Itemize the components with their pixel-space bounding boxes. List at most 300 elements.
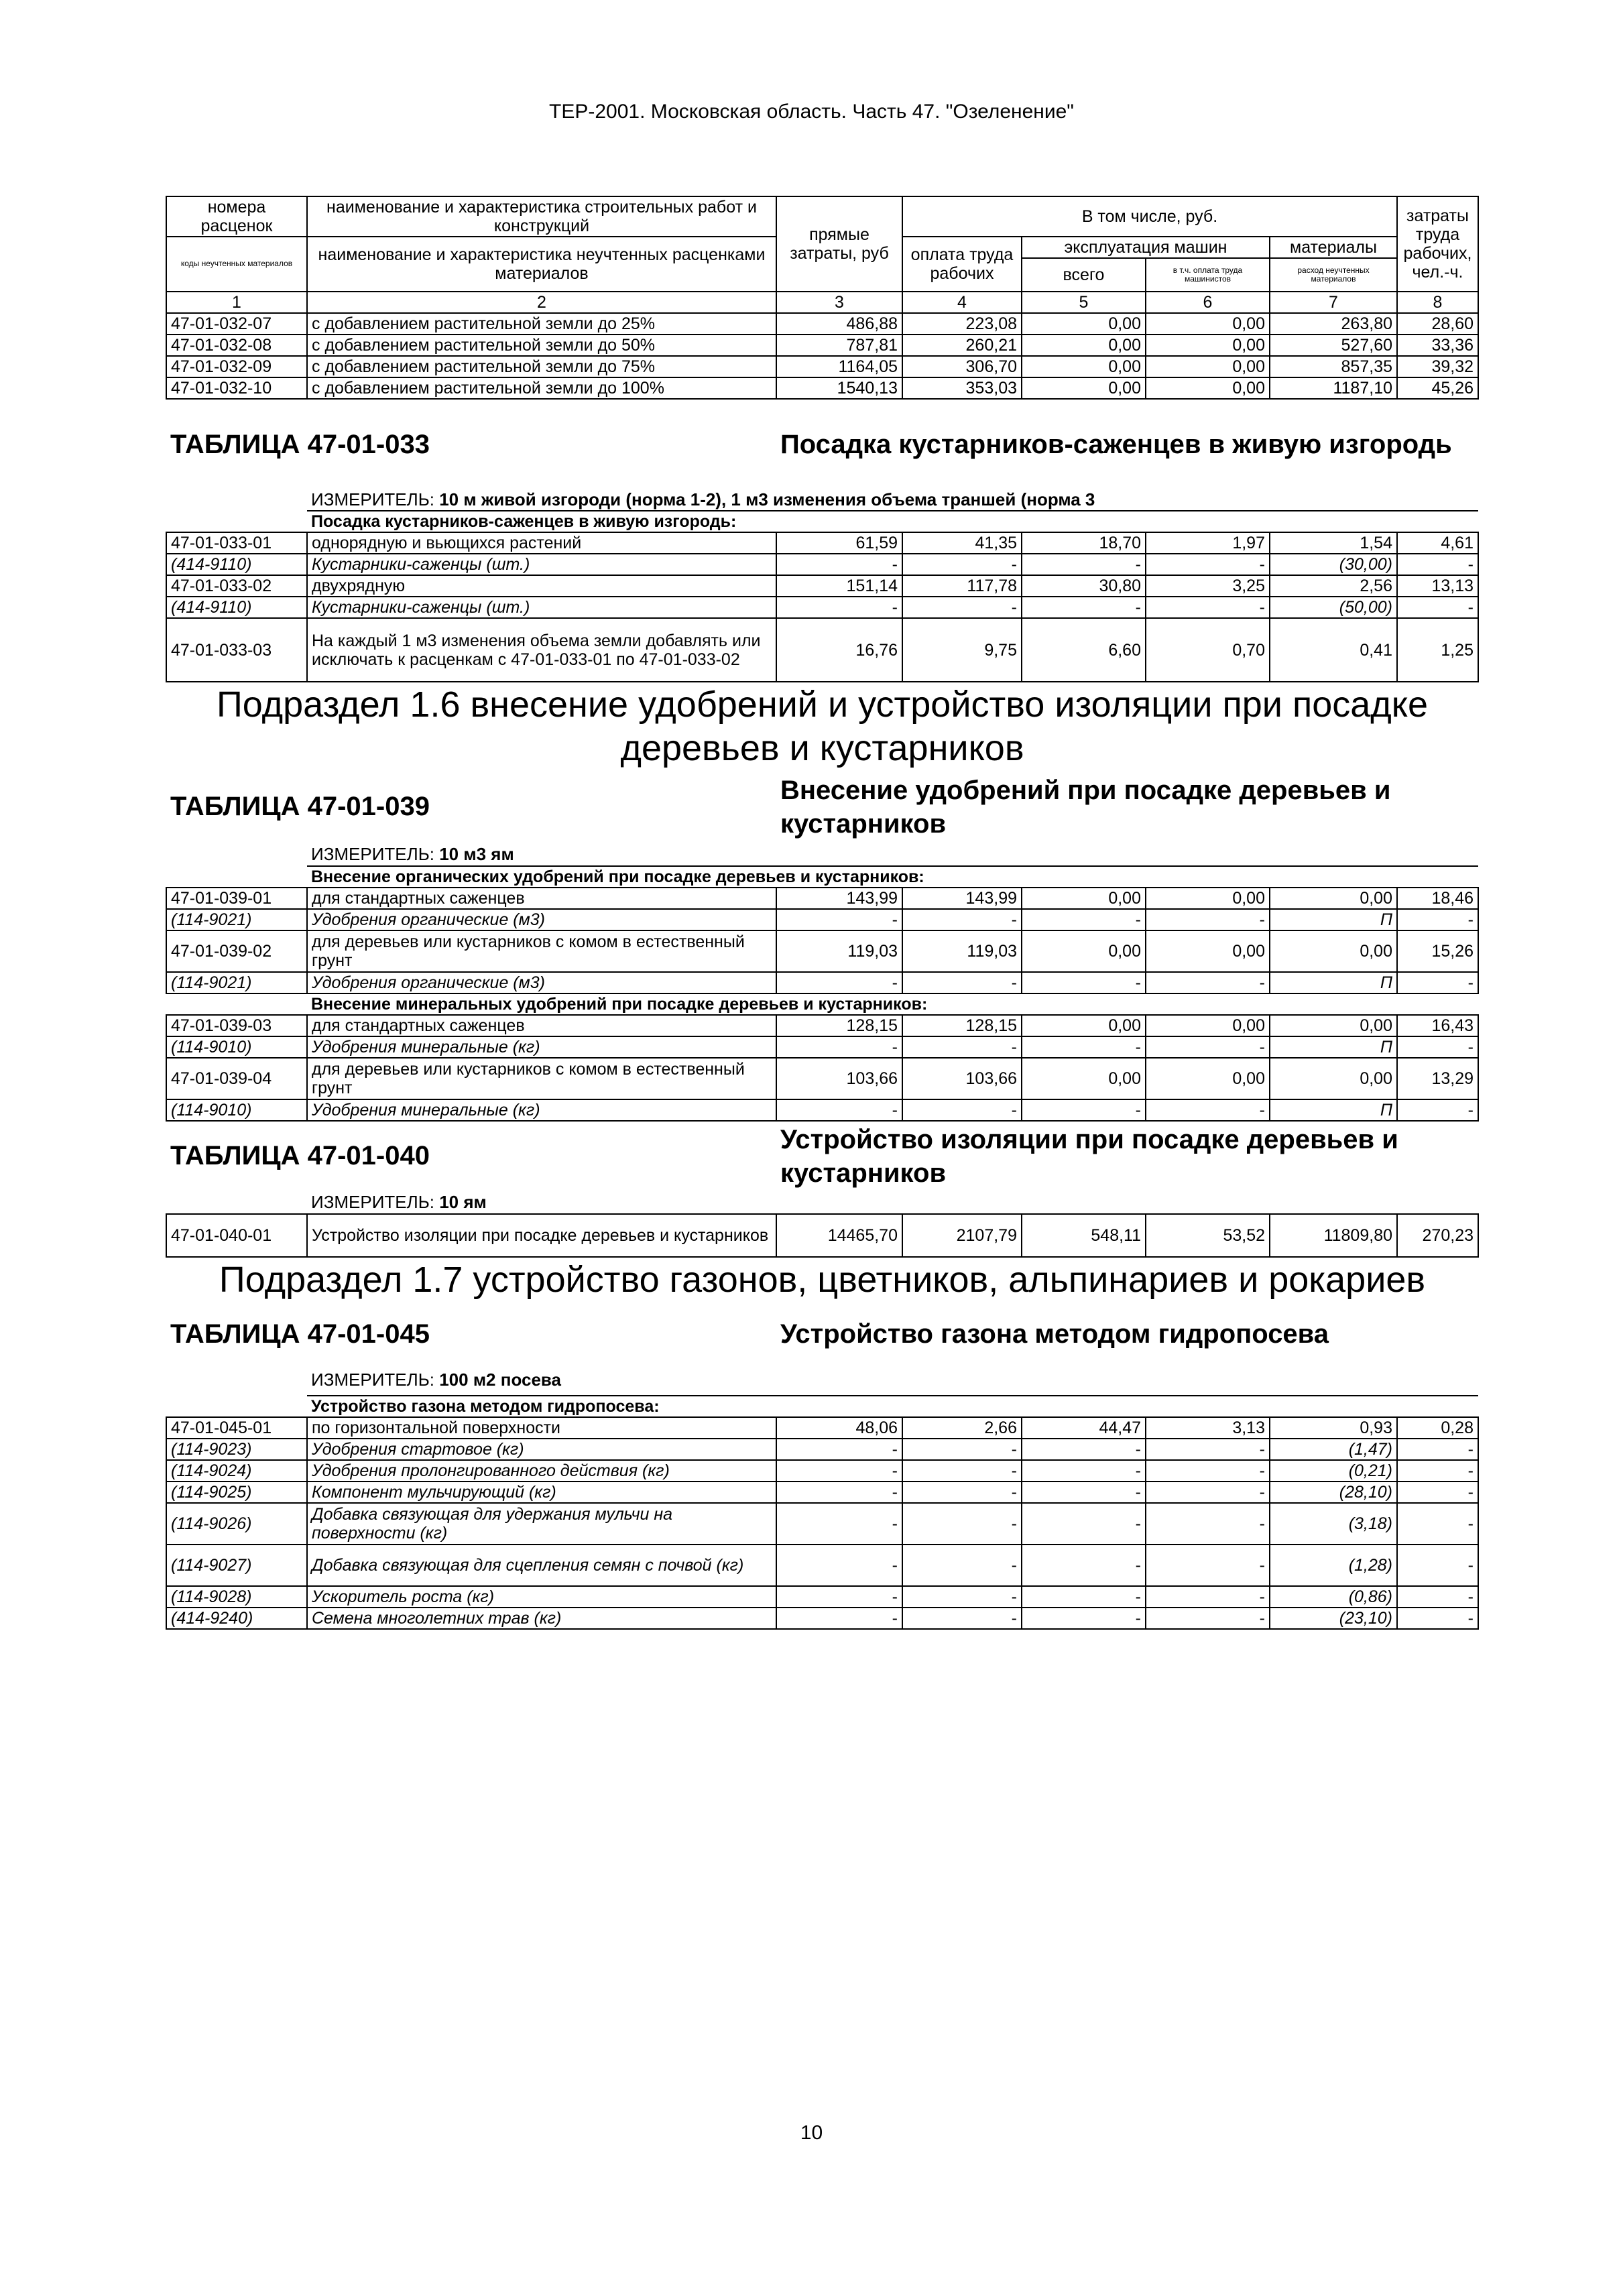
dash: -	[902, 1482, 1022, 1503]
operator-wages: 3,13	[1146, 1417, 1270, 1439]
materials: 0,41	[1270, 618, 1397, 682]
measure-unit	[307, 1366, 1478, 1396]
table-row	[166, 313, 1478, 335]
labor-hours: 1,25	[1397, 618, 1478, 682]
table-row	[166, 930, 1478, 972]
dash: -	[776, 554, 902, 575]
material-name: Добавка связующая для сцепления семян с почвой (кг)	[307, 1545, 776, 1586]
dash: -	[902, 1439, 1022, 1460]
operator-wages: 0,00	[1146, 356, 1270, 377]
dash: -	[1146, 1586, 1270, 1608]
materials: 0,00	[1270, 930, 1397, 972]
row-code: 47-01-040-01	[166, 1214, 307, 1257]
header-group: В том числе, руб.	[902, 196, 1397, 237]
material-code: (114-9024)	[166, 1460, 307, 1482]
dash: -	[1397, 909, 1478, 930]
table-heading	[166, 1303, 1478, 1366]
dash: -	[902, 1503, 1022, 1545]
col-number: 3	[776, 292, 902, 313]
dash: -	[1022, 1439, 1146, 1460]
materials: 1,54	[1270, 532, 1397, 554]
materials: 527,60	[1270, 335, 1397, 356]
material-code: (114-9010)	[166, 1099, 307, 1121]
labor-hours: 15,26	[1397, 930, 1478, 972]
materials: 0,93	[1270, 1417, 1397, 1439]
dash: -	[1022, 1482, 1146, 1503]
group-row	[166, 1396, 1478, 1417]
col-number: 6	[1146, 292, 1270, 313]
wages: 119,03	[902, 930, 1022, 972]
page-number: 10	[800, 2122, 823, 2144]
operator-wages: 0,00	[1146, 1058, 1270, 1099]
dash: -	[1146, 909, 1270, 930]
direct-costs: 151,14	[776, 575, 902, 597]
material-row	[166, 1503, 1478, 1545]
table-description: Посадка кустарников-саженцев в живую изгородь	[780, 430, 1452, 459]
operator-wages: 0,00	[1146, 1015, 1270, 1036]
material-name: Компонент мульчирующий (кг)	[307, 1482, 776, 1503]
row-code: 47-01-039-01	[166, 888, 307, 909]
material-usage: П	[1270, 972, 1397, 993]
labor-hours: 33,36	[1397, 335, 1478, 356]
dash: -	[776, 1460, 902, 1482]
dash: -	[1146, 597, 1270, 618]
material-code: (114-9026)	[166, 1503, 307, 1545]
dash: -	[1146, 554, 1270, 575]
header-direct-costs: прямые затраты, руб	[776, 196, 902, 292]
dash: -	[776, 909, 902, 930]
spacer	[166, 843, 307, 866]
table-name: ТАБЛИЦА 47-01-033	[170, 429, 430, 459]
table-description: Внесение удобрений при посадке деревьев и кустарников	[780, 775, 1391, 839]
wages: 223,08	[902, 313, 1022, 335]
subsection-title: Подраздел 1.6 внесение удобрений и устройство изоляции при посадке деревьев и кустарников	[216, 684, 1429, 768]
materials: 857,35	[1270, 356, 1397, 377]
material-usage: (0,86)	[1270, 1586, 1397, 1608]
dash: -	[1146, 1099, 1270, 1121]
material-name: Кустарники-саженцы (шт.)	[307, 597, 776, 618]
operator-wages: 0,00	[1146, 888, 1270, 909]
operator-wages: 3,25	[1146, 575, 1270, 597]
material-name: Удобрения минеральные (кг)	[307, 1036, 776, 1058]
dash: -	[776, 597, 902, 618]
material-usage: (50,00)	[1270, 597, 1397, 618]
material-row	[166, 554, 1478, 575]
material-usage: (28,10)	[1270, 1482, 1397, 1503]
dash: -	[776, 1586, 902, 1608]
dash: -	[1022, 1460, 1146, 1482]
table-name: ТАБЛИЦА 47-01-045	[170, 1319, 430, 1349]
machines-total: 0,00	[1022, 888, 1146, 909]
material-row	[166, 909, 1478, 930]
labor-hours: 39,32	[1397, 356, 1478, 377]
spacer	[166, 1396, 307, 1417]
header-name: наименование и характеристика строительных работ и конструкций	[307, 196, 776, 237]
material-name: Удобрения пролонгированного действия (кг)	[307, 1460, 776, 1482]
material-code: (114-9027)	[166, 1545, 307, 1586]
machines-total: 0,00	[1022, 1015, 1146, 1036]
wages: 117,78	[902, 575, 1022, 597]
direct-costs: 787,81	[776, 335, 902, 356]
machines-total: 0,00	[1022, 356, 1146, 377]
labor-hours: 45,26	[1397, 377, 1478, 399]
material-name: Удобрения стартовое (кг)	[307, 1439, 776, 1460]
table-row	[166, 1015, 1478, 1036]
dash: -	[1397, 1099, 1478, 1121]
operator-wages: 53,52	[1146, 1214, 1270, 1257]
dash: -	[1397, 554, 1478, 575]
header-row	[166, 196, 1478, 237]
material-name: Ускоритель роста (кг)	[307, 1586, 776, 1608]
materials: 0,00	[1270, 1015, 1397, 1036]
header-material-names: наименование и характеристика неучтенных расценками материалов	[307, 237, 776, 292]
material-code: (414-9240)	[166, 1608, 307, 1629]
dash: -	[776, 1545, 902, 1586]
materials: 1187,10	[1270, 377, 1397, 399]
direct-costs: 486,88	[776, 313, 902, 335]
labor-hours: 270,23	[1397, 1214, 1478, 1257]
material-usage: (23,10)	[1270, 1608, 1397, 1629]
spacer	[166, 993, 307, 1015]
subsection-row	[166, 682, 1478, 771]
spacer	[166, 489, 307, 511]
measure-label: ИЗМЕРИТЕЛЬ:	[311, 489, 440, 509]
header-total: всего	[1022, 258, 1146, 292]
subsection-title: Подраздел 1.7 устройство газонов, цветников, альпинариев и рокариев	[219, 1259, 1426, 1300]
dash: -	[1146, 972, 1270, 993]
dash: -	[1397, 1545, 1478, 1586]
row-code: 47-01-039-03	[166, 1015, 307, 1036]
labor-hours: 16,43	[1397, 1015, 1478, 1036]
machines-total: 0,00	[1022, 377, 1146, 399]
direct-costs: 48,06	[776, 1417, 902, 1439]
dash: -	[1146, 1482, 1270, 1503]
material-usage: П	[1270, 909, 1397, 930]
dash: -	[1397, 1460, 1478, 1482]
row-name: с добавлением растительной земли до 75%	[307, 356, 776, 377]
dash: -	[902, 1460, 1022, 1482]
dash: -	[1022, 972, 1146, 993]
dash: -	[1397, 1586, 1478, 1608]
table-row	[166, 377, 1478, 399]
table-name: ТАБЛИЦА 47-01-039	[170, 792, 430, 822]
direct-costs: 16,76	[776, 618, 902, 682]
direct-costs: 1164,05	[776, 356, 902, 377]
group-row	[166, 993, 1478, 1015]
material-row	[166, 597, 1478, 618]
dash: -	[1397, 1608, 1478, 1629]
dash: -	[776, 1608, 902, 1629]
row-name: Устройство изоляции при посадке деревьев и кустарников	[307, 1214, 776, 1257]
dash: -	[776, 1099, 902, 1121]
dash: -	[1022, 1099, 1146, 1121]
table-row	[166, 575, 1478, 597]
spacer	[166, 1191, 307, 1214]
row-code: 47-01-033-03	[166, 618, 307, 682]
row-code: 47-01-045-01	[166, 1417, 307, 1439]
operator-wages: 0,70	[1146, 618, 1270, 682]
table-name: ТАБЛИЦА 47-01-040	[170, 1141, 430, 1171]
table-heading	[166, 1121, 1478, 1191]
wages: 260,21	[902, 335, 1022, 356]
wages: 2,66	[902, 1417, 1022, 1439]
dash: -	[1146, 1439, 1270, 1460]
measure-value: 10 ям	[439, 1191, 487, 1212]
material-name: Добавка связующая для удержания мульчи на поверхности (кг)	[307, 1503, 776, 1545]
group-row	[166, 866, 1478, 888]
table-row	[166, 1058, 1478, 1099]
material-usage: (3,18)	[1270, 1503, 1397, 1545]
material-usage: П	[1270, 1099, 1397, 1121]
dash: -	[776, 972, 902, 993]
material-usage: П	[1270, 1036, 1397, 1058]
dash: -	[776, 1036, 902, 1058]
material-usage: (1,28)	[1270, 1545, 1397, 1586]
dash: -	[776, 1439, 902, 1460]
measure-value: 10 м3 ям	[439, 843, 514, 864]
spacer	[166, 511, 307, 532]
dash: -	[1022, 1608, 1146, 1629]
table-description: Устройство изоляции при посадке деревьев и кустарников	[780, 1124, 1398, 1188]
row-code: 47-01-032-08	[166, 335, 307, 356]
dash: -	[1397, 972, 1478, 993]
header-operator-wages: в т.ч. оплата труда машинистов	[1146, 258, 1270, 292]
row-name: для деревьев или кустарников с комом в естественный грунт	[307, 930, 776, 972]
direct-costs: 119,03	[776, 930, 902, 972]
measure-value: 10 м живой изгороди (норма 1-2), 1 м3 изменения объема траншей (норма 3	[439, 489, 1095, 509]
table-row	[166, 1214, 1478, 1257]
table-row	[166, 532, 1478, 554]
measure-row	[166, 1191, 1478, 1214]
material-usage: (30,00)	[1270, 554, 1397, 575]
row-code: 47-01-033-02	[166, 575, 307, 597]
group-title: Посадка кустарников-саженцев в живую изгородь:	[307, 511, 1478, 532]
row-name: для деревьев или кустарников с комом в естественный грунт	[307, 1058, 776, 1099]
header-code: номера расценок	[166, 196, 307, 237]
machines-total: 548,11	[1022, 1214, 1146, 1257]
dash: -	[1146, 1503, 1270, 1545]
table-row	[166, 888, 1478, 909]
labor-hours: 13,29	[1397, 1058, 1478, 1099]
direct-costs: 143,99	[776, 888, 902, 909]
machines-total: 0,00	[1022, 335, 1146, 356]
dash: -	[1022, 1036, 1146, 1058]
col-number: 4	[902, 292, 1022, 313]
dash: -	[1022, 554, 1146, 575]
dash: -	[902, 972, 1022, 993]
group-title: Внесение органических удобрений при посадке деревьев и кустарников:	[307, 866, 1478, 888]
operator-wages: 0,00	[1146, 930, 1270, 972]
col-number: 7	[1270, 292, 1397, 313]
row-code: 47-01-039-02	[166, 930, 307, 972]
dash: -	[1397, 1482, 1478, 1503]
dash: -	[1397, 1036, 1478, 1058]
header-material-codes: коды неучтенных материалов	[166, 237, 307, 292]
table-row	[166, 335, 1478, 356]
row-code: 47-01-032-09	[166, 356, 307, 377]
row-name: На каждый 1 м3 изменения объема земли добавлять или исключать к расценкам с 47-01-033-01 по 47-01-033-02	[307, 618, 776, 682]
dash: -	[1022, 1545, 1146, 1586]
col-number: 2	[307, 292, 776, 313]
col-number: 5	[1022, 292, 1146, 313]
operator-wages: 0,00	[1146, 335, 1270, 356]
material-row	[166, 1545, 1478, 1586]
material-row	[166, 972, 1478, 993]
header-numbers	[166, 292, 1478, 313]
labor-hours: 18,46	[1397, 888, 1478, 909]
labor-hours: 13,13	[1397, 575, 1478, 597]
materials: 0,00	[1270, 888, 1397, 909]
spacer	[166, 866, 307, 888]
measure-label: ИЗМЕРИТЕЛЬ:	[311, 1370, 440, 1390]
dash: -	[1397, 597, 1478, 618]
dash: -	[1022, 597, 1146, 618]
direct-costs: 1540,13	[776, 377, 902, 399]
dash: -	[776, 1503, 902, 1545]
row-name: по горизонтальной поверхности	[307, 1417, 776, 1439]
labor-hours: 28,60	[1397, 313, 1478, 335]
material-name: Удобрения минеральные (кг)	[307, 1099, 776, 1121]
material-code: (114-9025)	[166, 1482, 307, 1503]
dash: -	[1146, 1545, 1270, 1586]
materials: 0,00	[1270, 1058, 1397, 1099]
subsection-row	[166, 1257, 1478, 1303]
material-row	[166, 1482, 1478, 1503]
machines-total: 0,00	[1022, 313, 1146, 335]
measure-label: ИЗМЕРИТЕЛЬ:	[311, 1191, 440, 1212]
material-row	[166, 1036, 1478, 1058]
labor-hours: 4,61	[1397, 532, 1478, 554]
dash: -	[902, 909, 1022, 930]
dash: -	[1022, 909, 1146, 930]
material-row	[166, 1608, 1478, 1629]
wages: 306,70	[902, 356, 1022, 377]
material-code: (114-9021)	[166, 972, 307, 993]
direct-costs: 103,66	[776, 1058, 902, 1099]
table-row	[166, 356, 1478, 377]
col-number: 1	[166, 292, 307, 313]
dash: -	[902, 597, 1022, 618]
row-code: 47-01-033-01	[166, 532, 307, 554]
dash: -	[1146, 1608, 1270, 1629]
operator-wages: 0,00	[1146, 377, 1270, 399]
direct-costs: 61,59	[776, 532, 902, 554]
material-row	[166, 1586, 1478, 1608]
material-code: (114-9021)	[166, 909, 307, 930]
materials: 263,80	[1270, 313, 1397, 335]
wages: 353,03	[902, 377, 1022, 399]
row-name: двухрядную	[307, 575, 776, 597]
header-materials: материалы	[1270, 237, 1397, 258]
row-name: с добавлением растительной земли до 50%	[307, 335, 776, 356]
dash: -	[902, 1545, 1022, 1586]
measure-row	[166, 843, 1478, 866]
materials: 11809,80	[1270, 1214, 1397, 1257]
material-code: (114-9023)	[166, 1439, 307, 1460]
row-code: 47-01-039-04	[166, 1058, 307, 1099]
material-name: Удобрения органические (м3)	[307, 972, 776, 993]
dash: -	[1397, 1503, 1478, 1545]
direct-costs: 14465,70	[776, 1214, 902, 1257]
wages: 2107,79	[902, 1214, 1022, 1257]
material-code: (114-9010)	[166, 1036, 307, 1058]
col-number: 8	[1397, 292, 1478, 313]
material-row	[166, 1460, 1478, 1482]
dash: -	[1022, 1503, 1146, 1545]
operator-wages: 0,00	[1146, 313, 1270, 335]
material-name: Семена многолетних трав (кг)	[307, 1608, 776, 1629]
dash: -	[902, 1036, 1022, 1058]
material-code: (114-9028)	[166, 1586, 307, 1608]
group-title: Устройство газона методом гидропосева:	[307, 1396, 1478, 1417]
row-code: 47-01-032-10	[166, 377, 307, 399]
dash: -	[776, 1482, 902, 1503]
measure-row	[166, 1366, 1478, 1396]
machines-total: 30,80	[1022, 575, 1146, 597]
spacer	[166, 1366, 307, 1396]
direct-costs: 128,15	[776, 1015, 902, 1036]
dash: -	[1022, 1586, 1146, 1608]
machines-total: 44,47	[1022, 1417, 1146, 1439]
header-material-usage: расход неучтенных материалов	[1270, 258, 1397, 292]
labor-hours: 0,28	[1397, 1417, 1478, 1439]
operator-wages: 1,97	[1146, 532, 1270, 554]
measure-unit	[307, 843, 1478, 866]
group-title: Внесение минеральных удобрений при посадке деревьев и кустарников:	[307, 993, 1478, 1015]
material-name: Удобрения органические (м3)	[307, 909, 776, 930]
machines-total: 0,00	[1022, 1058, 1146, 1099]
wages: 143,99	[902, 888, 1022, 909]
group-row	[166, 511, 1478, 532]
machines-total: 6,60	[1022, 618, 1146, 682]
wages: 9,75	[902, 618, 1022, 682]
machines-total: 0,00	[1022, 930, 1146, 972]
table-heading	[166, 771, 1478, 843]
dash: -	[1146, 1036, 1270, 1058]
wages: 103,66	[902, 1058, 1022, 1099]
table-description: Устройство газона методом гидропосева	[780, 1319, 1329, 1349]
wages: 41,35	[902, 532, 1022, 554]
header-wages: оплата труда рабочих	[902, 237, 1022, 292]
material-code: (414-9110)	[166, 597, 307, 618]
materials: 2,56	[1270, 575, 1397, 597]
material-usage: (0,21)	[1270, 1460, 1397, 1482]
material-code: (414-9110)	[166, 554, 307, 575]
measure-value: 100 м2 посева	[439, 1370, 562, 1390]
row-name: с добавлением растительной земли до 100%	[307, 377, 776, 399]
dash: -	[1146, 1460, 1270, 1482]
price-table	[166, 196, 1479, 1630]
dash: -	[902, 1586, 1022, 1608]
material-row	[166, 1099, 1478, 1121]
row-name: для стандартных саженцев	[307, 1015, 776, 1036]
table-row	[166, 618, 1478, 682]
dash: -	[902, 1099, 1022, 1121]
dash: -	[902, 554, 1022, 575]
row-name: с добавлением растительной земли до 25%	[307, 313, 776, 335]
machines-total: 18,70	[1022, 532, 1146, 554]
measure-row	[166, 489, 1478, 511]
row-name: однорядную и вьющихся растений	[307, 532, 776, 554]
measure-unit	[307, 1191, 1478, 1214]
table-row	[166, 1417, 1478, 1439]
dash: -	[902, 1608, 1022, 1629]
measure-label: ИЗМЕРИТЕЛЬ:	[311, 843, 440, 864]
row-code: 47-01-032-07	[166, 313, 307, 335]
material-usage: (1,47)	[1270, 1439, 1397, 1460]
measure-unit	[307, 489, 1478, 511]
row-name: для стандартных саженцев	[307, 888, 776, 909]
